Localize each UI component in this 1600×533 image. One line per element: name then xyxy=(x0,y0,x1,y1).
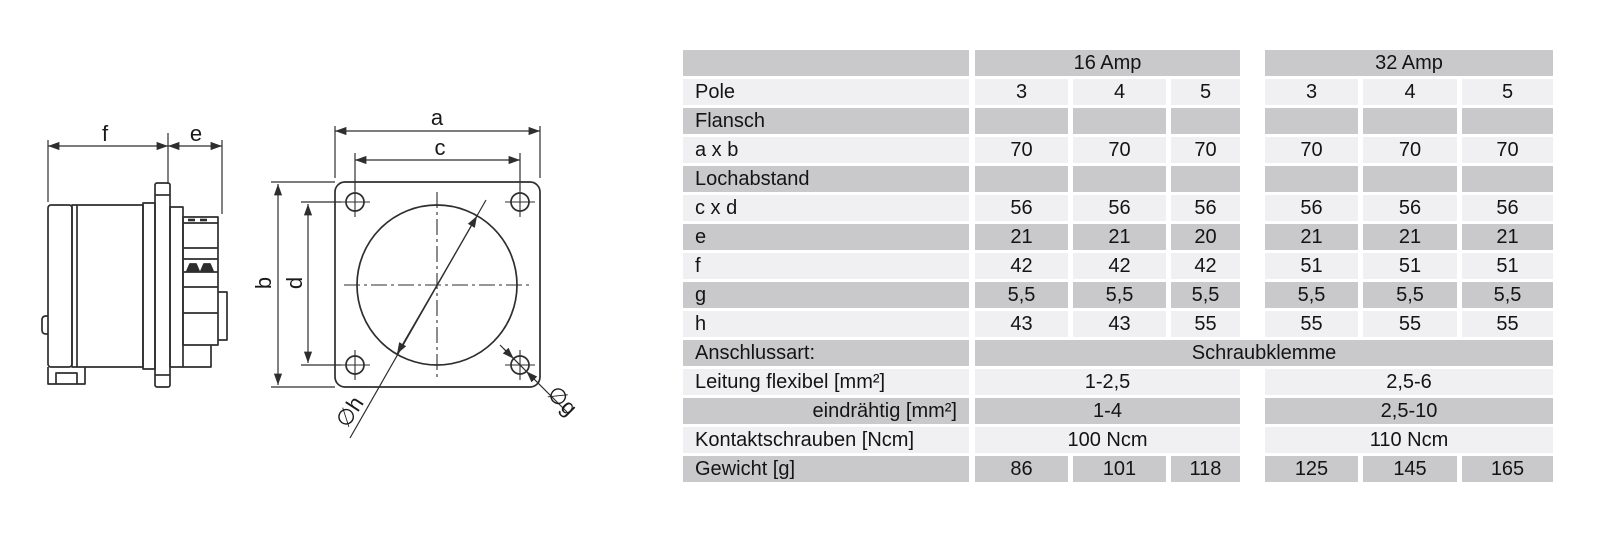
table-cell: 55 xyxy=(1363,311,1457,337)
table-cell: 55 xyxy=(1265,311,1358,337)
connector-drawing-svg xyxy=(0,0,660,533)
table-row xyxy=(683,427,1553,453)
table-row xyxy=(683,282,1553,308)
table-cell: 21 xyxy=(1462,224,1553,250)
table-cell: 51 xyxy=(1462,253,1553,279)
spec-table xyxy=(683,50,1553,482)
section-cell xyxy=(1265,108,1358,134)
row-label: Pole xyxy=(683,79,969,105)
group-header-cell: 32 Amp xyxy=(1265,50,1553,76)
section-cell xyxy=(1363,108,1457,134)
row-label: g xyxy=(683,282,969,308)
section-cell xyxy=(975,108,1068,134)
table-cell: 43 xyxy=(975,311,1068,337)
table-cell: 5 xyxy=(1462,79,1553,105)
table-cell: 56 xyxy=(1073,195,1166,221)
dim-label-diameter-h: ∅h xyxy=(330,391,369,432)
dim-label-diameter-g: ∅g xyxy=(542,380,583,421)
section-cell xyxy=(1073,108,1166,134)
dim-label-c: c xyxy=(434,135,446,160)
table-cell: 70 xyxy=(1073,137,1166,163)
table-cell: 51 xyxy=(1363,253,1457,279)
group-header-cell: 16 Amp xyxy=(975,50,1240,76)
merged-cell: 1-2,5 xyxy=(975,369,1240,395)
table-cell: 56 xyxy=(1363,195,1457,221)
table-row xyxy=(683,79,1553,105)
table-cell: 51 xyxy=(1265,253,1358,279)
table-row xyxy=(683,398,1553,424)
table-row xyxy=(683,50,1553,76)
table-cell: 5,5 xyxy=(1363,282,1457,308)
dim-label-b: b xyxy=(251,276,276,290)
table-cell: 21 xyxy=(975,224,1068,250)
table-cell: 43 xyxy=(1073,311,1166,337)
dimension-lines xyxy=(48,126,567,438)
table-cell: 55 xyxy=(1462,311,1553,337)
table-cell: 70 xyxy=(1462,137,1553,163)
table-row xyxy=(683,166,1553,192)
table-row xyxy=(683,456,1553,482)
table-cell: 5,5 xyxy=(1171,282,1240,308)
row-label: Gewicht [g] xyxy=(683,456,969,482)
dim-label-e: e xyxy=(189,121,203,146)
table-cell: 56 xyxy=(1171,195,1240,221)
table-cell: 42 xyxy=(975,253,1068,279)
table-row xyxy=(683,340,1553,366)
table-row xyxy=(683,253,1553,279)
table-cell: 70 xyxy=(1265,137,1358,163)
row-label: f xyxy=(683,253,969,279)
section-cell xyxy=(1073,166,1166,192)
section-cell xyxy=(1462,166,1553,192)
row-label: h xyxy=(683,311,969,337)
table-row xyxy=(683,311,1553,337)
merged-cell: 100 Ncm xyxy=(975,427,1240,453)
table-cell: 4 xyxy=(1073,79,1166,105)
table-row xyxy=(683,195,1553,221)
table-cell: 56 xyxy=(975,195,1068,221)
row-label: Kontaktschrauben [Ncm] xyxy=(683,427,969,453)
table-cell: 125 xyxy=(1265,456,1358,482)
table-cell: 5,5 xyxy=(975,282,1068,308)
table-cell: 70 xyxy=(1171,137,1240,163)
table-cell: 165 xyxy=(1462,456,1553,482)
table-row xyxy=(683,369,1553,395)
table-cell: 3 xyxy=(1265,79,1358,105)
dim-label-a: a xyxy=(430,105,444,130)
row-label: e xyxy=(683,224,969,250)
row-label: Flansch xyxy=(683,108,969,134)
merged-cell: 110 Ncm xyxy=(1265,427,1553,453)
table-cell: 70 xyxy=(1363,137,1457,163)
table-cell: 56 xyxy=(1265,195,1358,221)
row-label: Lochabstand xyxy=(683,166,969,192)
section-cell xyxy=(1462,108,1553,134)
table-row xyxy=(683,108,1553,134)
row-label: a x b xyxy=(683,137,969,163)
table-cell: 86 xyxy=(975,456,1068,482)
corner-cell xyxy=(683,50,969,76)
table-cell: 21 xyxy=(1265,224,1358,250)
merged-cell: 2,5-6 xyxy=(1265,369,1553,395)
table-cell: 3 xyxy=(975,79,1068,105)
section-cell xyxy=(975,166,1068,192)
row-label: c x d xyxy=(683,195,969,221)
table-cell: 101 xyxy=(1073,456,1166,482)
table-cell: 21 xyxy=(1363,224,1457,250)
table-cell: 5,5 xyxy=(1265,282,1358,308)
table-cell: 42 xyxy=(1171,253,1240,279)
section-cell xyxy=(1171,166,1240,192)
technical-drawing xyxy=(0,0,660,533)
table-cell: 5,5 xyxy=(1073,282,1166,308)
table-cell: 70 xyxy=(975,137,1068,163)
dim-label-f: f xyxy=(101,121,109,146)
section-cell xyxy=(1363,166,1457,192)
table-cell: 5 xyxy=(1171,79,1240,105)
table-cell: 21 xyxy=(1073,224,1166,250)
merged-cell: 2,5-10 xyxy=(1265,398,1553,424)
dim-label-d: d xyxy=(282,276,307,290)
row-label: Anschlussart: xyxy=(683,340,969,366)
table-cell: 5,5 xyxy=(1462,282,1553,308)
table-row xyxy=(683,224,1553,250)
merged-cell: 1-4 xyxy=(975,398,1240,424)
section-cell xyxy=(1265,166,1358,192)
row-label: Leitung flexibel [mm²] xyxy=(683,369,969,395)
table-cell: 145 xyxy=(1363,456,1457,482)
table-cell: 55 xyxy=(1171,311,1240,337)
table-cell: 42 xyxy=(1073,253,1166,279)
table-cell: 20 xyxy=(1171,224,1240,250)
table-cell: 4 xyxy=(1363,79,1457,105)
table-row xyxy=(683,137,1553,163)
table-cell: 118 xyxy=(1171,456,1240,482)
table-cell: 56 xyxy=(1462,195,1553,221)
section-cell xyxy=(1171,108,1240,134)
row-label: eindrähtig [mm²] xyxy=(683,398,969,424)
side-view xyxy=(42,183,227,387)
merged-cell: Schraubklemme xyxy=(975,340,1553,366)
